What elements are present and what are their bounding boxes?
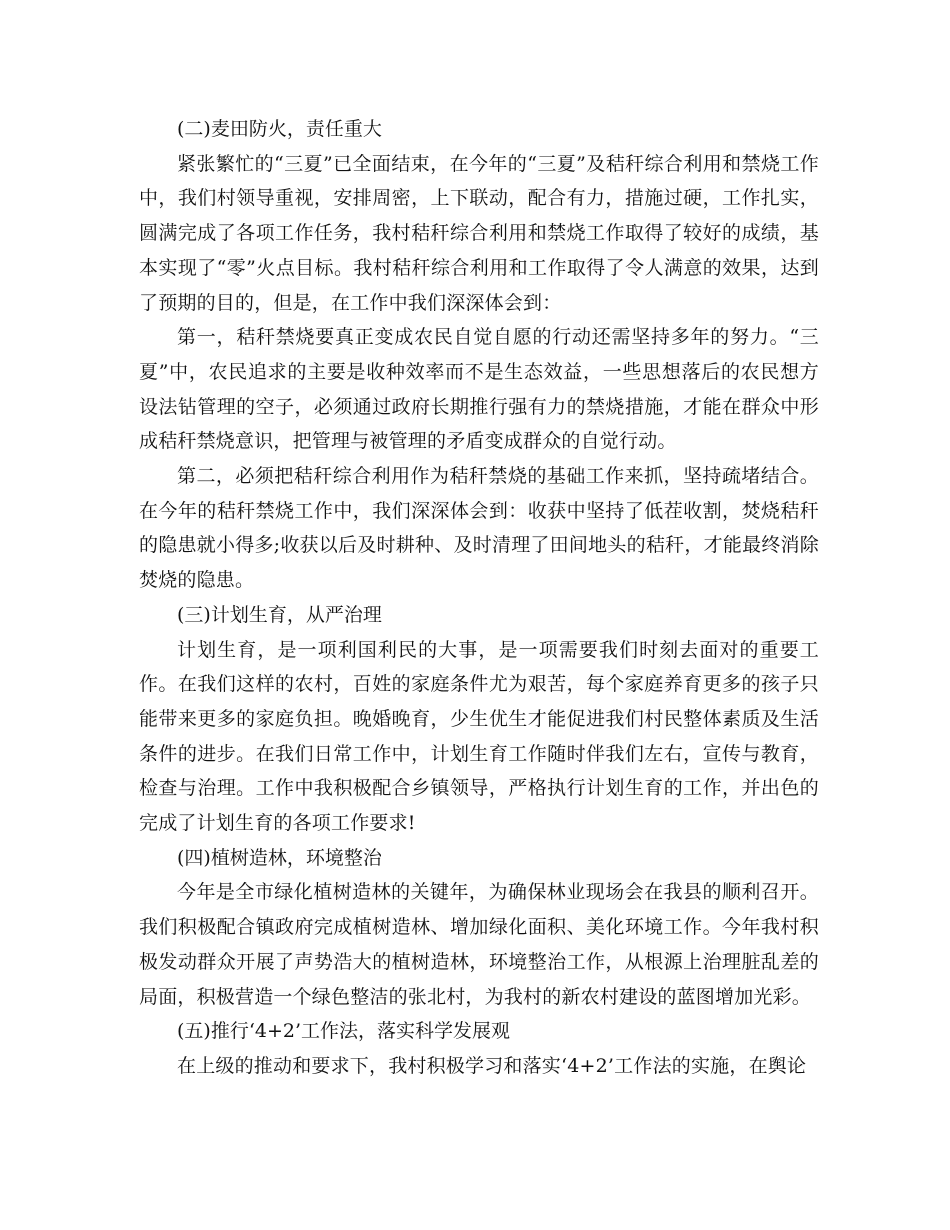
paragraph: 紧张繁忙的“三夏”已全面结束，在今年的“三夏”及秸秆综合利用和禁烧工作中，我们村领导重视，安排周密，上下联动，配合有力，措施过硬，工作扎实，圆满完成了各项工作任务，我村秸秆综合利用和禁烧工作取得了较好的成绩，基本实现了“零”火点目标。我村秸秆综合利用和工作取得了令人满意的效果，达到了预期的目的，但是，在工作中我们深深体会到： bbox=[139, 152, 819, 314]
paragraph: 今年是全市绿化植树造林的关键年，为确保林业现场会在我县的顺利召开。我们积极配合镇政府完成植树造林、增加绿化面积、美化环境工作。今年我村积极发动群众开展了声势浩大的植树造林，环境整治工作，从根源上治理脏乱差的局面，积极营造一个绿色整洁的张北村，为我村的新农村建设的蓝图增加光彩。 bbox=[139, 881, 819, 1008]
paragraph: 在上级的推动和要求下，我村积极学习和落实‘4+2’工作法的实施，在舆论 bbox=[177, 1054, 807, 1077]
section-heading: (二)麦田防火，责任重大 bbox=[177, 118, 382, 140]
paragraph: 第一，秸秆禁烧要真正变成农民自觉自愿的行动还需坚持多年的努力。“三夏”中，农民追求的主要是收种效率而不是生态效益，一些思想落后的农民想方设法钻管理的空子，必须通过政府长期推行强有力的禁烧措施，才能在群众中形成秸秆禁烧意识，把管理与被管理的矛盾变成群众的自觉行动。 bbox=[139, 326, 819, 453]
section-heading: (五)推行‘4+2’工作法，落实科学发展观 bbox=[177, 1020, 511, 1043]
paragraph: 计划生育，是一项利国利民的大事，是一项需要我们时刻去面对的重要工作。在我们这样的农村，百姓的家庭条件尤为艰苦，每个家庭养育更多的孩子只能带来更多的家庭负担。晚婚晚育，少生优生才能促进我们村民整体素质及生活条件的进步。在我们日常工作中，计划生育工作随时伴我们左右，宣传与教育，检查与治理。工作中我积极配合乡镇领导，严格执行计划生育的工作，并出色的完成了计划生育的各项工作要求! bbox=[139, 638, 819, 835]
section-heading: (四)植树造林，环境整治 bbox=[177, 846, 382, 869]
section-heading: (三)计划生育，从严治理 bbox=[177, 603, 382, 626]
document-body bbox=[139, 112, 819, 1083]
paragraph: 第二，必须把秸秆综合利用作为秸秆禁烧的基础工作来抓，坚持疏堵结合。在今年的秸秆禁烧工作中，我们深深体会到：收获中坚持了低茬收割，焚烧秸秆的隐患就小得多;收获以后及时耕种、及时清理了田间地头的秸秆，才能最终消除焚烧的隐患。 bbox=[139, 465, 819, 592]
